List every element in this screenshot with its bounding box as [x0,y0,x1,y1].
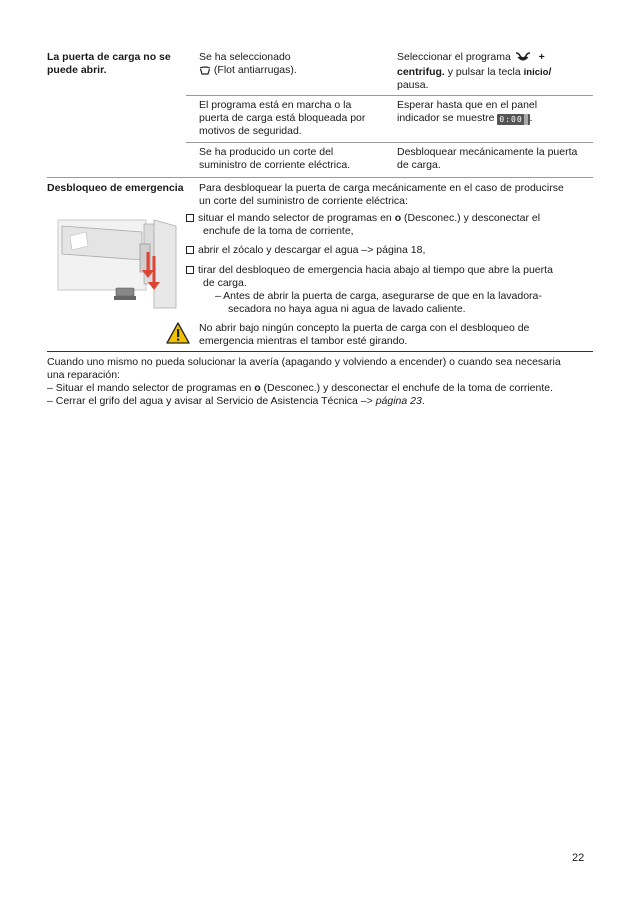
emergency-release-illustration [56,212,184,310]
row2-remedy-period: . [529,112,533,124]
row1-cause-line2: (Flot antiarrugas). [213,64,297,76]
row3-cause [199,146,389,172]
footer-line1: Cuando uno mismo no pueda solucionar la avería (apagando y volviendo a encender) o cuando sea necesaria [47,356,561,368]
spin-program-icon [514,52,532,66]
footer-line4-end: . [421,395,425,407]
row1-cause-line1: Se ha seleccionado [199,51,291,63]
row2-cause [199,99,389,138]
page-number: 22 [572,852,585,864]
step1-text: situar el mando selector de programas en [198,212,392,224]
anti-crease-icon [199,66,211,79]
row1-cause-line2-wrap [199,64,389,79]
display-text: 0:00 [499,115,523,124]
footer-line3 [47,382,607,395]
row1-label [47,51,187,77]
footer-line4 [47,395,607,408]
row1-remedy-rest: y pulsar la tecla [444,66,524,78]
row2-remedy-line2-wrap [397,112,597,125]
row1-remedy-line2 [397,66,597,79]
row2-remedy-line1: Esperar hasta que en el panel [397,99,538,111]
row2-cause-line2: puerta de carga está bloqueada por [199,112,366,124]
step1-text-end: (Desconec.) y desconectar el [404,212,541,224]
list-item [186,244,591,257]
row2-cause-line1: El programa está en marcha o la [199,99,352,111]
warning-text [199,322,594,348]
row3-remedy-line2: de carga. [397,159,441,171]
sub-note [215,290,595,316]
list-item [186,212,591,238]
row3-remedy [397,146,597,172]
row3-cause-line2: suministro de corriente eléctrica. [199,159,351,171]
step3-text: tirar del desbloqueo de emergencia hacia abajo al tiempo que abre la puerta [198,264,553,276]
warning-line1: No abrir bajo ningún concepto la puerta de carga con el desbloqueo de [199,322,530,334]
step1-off-symbol: o [394,212,402,224]
footer-line4-a: – Cerrar el grifo del agua y avisar al Servicio de Asistencia Técnica –> [47,395,373,407]
divider [186,142,593,143]
emergency-intro [199,182,594,208]
start-key-label: inicio [523,67,549,78]
sub-note-line1: – Antes de abrir la puerta de carga, asegurarse de que en la lavadora- [215,290,542,302]
row2-cause-line3: motivos de seguridad. [199,125,302,137]
row2-remedy [397,99,597,125]
checkbox-bullet-icon [186,266,194,274]
emergency-label: Desbloqueo de emergencia [47,182,184,194]
footer-line3-a: – Situar el mando selector de programas en [47,382,252,394]
footer-line2: una reparación: [47,369,120,381]
checkbox-bullet-icon [186,214,194,222]
row1-remedy-spin: centrifug. [397,66,445,78]
divider [47,351,593,352]
display-indicator [497,114,529,125]
row3-remedy-line1: Desbloquear mecánicamente la puerta [397,146,578,158]
row1-remedy-line1 [397,51,597,66]
divider [47,177,593,178]
footer-line3-b: (Desconec.) y desconectar el enchufe de la toma de corriente. [263,382,554,394]
divider [186,95,593,96]
step3-text-line2: de carga. [203,277,247,289]
footer-note [47,356,607,408]
row1-remedy-slash: / [548,66,552,78]
row1-remedy-plus: + [538,51,545,63]
emergency-intro-line2: un corte del suministro de corriente eléctrica: [199,195,408,207]
warning-line2: emergencia mientras el tambor esté girando. [199,335,408,347]
list-item [186,264,591,290]
row2-remedy-line2: indicador se muestre [397,112,495,124]
warning-icon [166,322,190,348]
step2-text: abrir el zócalo y descargar el agua –> página 18, [198,244,426,256]
footer-off-symbol: o [254,382,261,394]
sub-note-line2: secadora no haya agua ni agua de lavado caliente. [228,303,466,315]
step1-text-line2: enchufe de la toma de corriente, [203,225,354,237]
row1-remedy-line3: pausa. [397,79,429,91]
row1-label-line2: puede abrir. [47,64,107,76]
row1-remedy [397,51,597,92]
page-reference-link[interactable]: página 23 [375,395,422,407]
checkbox-bullet-icon [186,246,194,254]
row1-cause [199,51,389,79]
row1-remedy-line1-a: Seleccionar el programa [397,51,511,63]
row3-cause-line1: Se ha producido un corte del [199,146,334,158]
emergency-intro-line1: Para desbloquear la puerta de carga mecánicamente en el caso de producirse [199,182,564,194]
row1-label-line1: La puerta de carga no se [47,51,171,63]
